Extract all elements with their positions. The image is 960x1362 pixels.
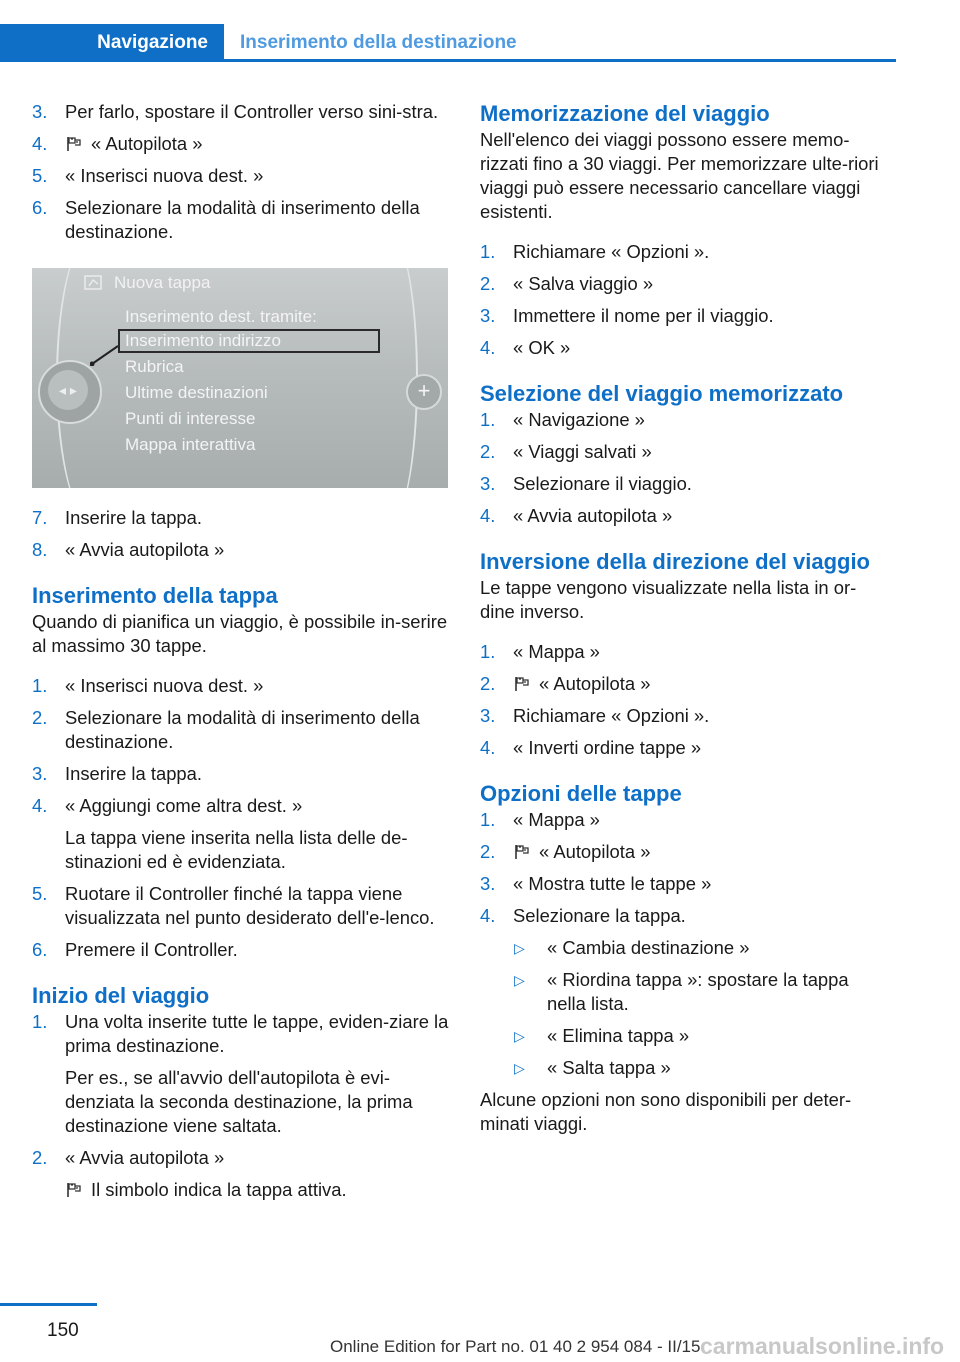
step-number: 1. xyxy=(480,409,496,430)
step-number: 8. xyxy=(32,539,48,560)
list-item xyxy=(32,100,452,124)
step-text: Selezionare la modalità di inserimento della destinazione. xyxy=(65,197,420,242)
right-column xyxy=(480,100,890,1136)
section-heading: Inversione della direzione del viaggio xyxy=(480,549,870,574)
step-number: 2. xyxy=(480,441,496,462)
list-item xyxy=(32,1010,452,1138)
list-item xyxy=(32,706,452,754)
step-text: « Avvia autopilota » xyxy=(65,539,225,560)
autopilot-flag-icon xyxy=(65,135,83,153)
section-tab[interactable] xyxy=(0,24,224,62)
bullet-item xyxy=(480,968,890,1016)
step-text: « Autopilota » xyxy=(91,133,203,154)
idrive-screen xyxy=(32,268,448,488)
screen-menu-heading: Inserimento dest. tramite: xyxy=(125,307,317,326)
list-item xyxy=(32,132,452,156)
step-text: « Inverti ordine tappe » xyxy=(513,737,702,758)
edition-text: Online Edition for Part no. 01 40 2 954 084 - II/15 xyxy=(330,1337,701,1356)
step-number: 3. xyxy=(480,305,496,326)
autopilot-flag-icon xyxy=(65,1181,83,1199)
step-number: 3. xyxy=(32,763,48,784)
bullet-item xyxy=(480,1056,890,1080)
plus-icon[interactable]: + xyxy=(406,374,442,410)
step-text: Premere il Controller. xyxy=(65,939,238,960)
step-note xyxy=(65,1178,452,1202)
section-heading: Inserimento della tappa xyxy=(32,583,278,608)
section-heading: Selezione del viaggio memorizzato xyxy=(480,381,844,406)
controller-arrows-icon: ◂ ▸ xyxy=(48,370,88,410)
section-heading: Opzioni delle tappe xyxy=(480,781,682,806)
list-item xyxy=(480,808,890,832)
autopilot-flag-icon xyxy=(513,843,531,861)
new-stage-icon xyxy=(84,274,104,292)
menu-item[interactable]: Inserimento indirizzo xyxy=(125,331,281,350)
menu-item[interactable]: Ultime destinazioni xyxy=(125,383,268,402)
step-text: « Autopilota » xyxy=(539,841,651,862)
list-item xyxy=(480,672,890,696)
step-number: 4. xyxy=(480,737,496,758)
step-text: « Aggiungi come altra dest. » xyxy=(65,795,303,816)
footer-divider xyxy=(0,1303,97,1306)
list-item xyxy=(480,472,890,496)
section-heading: Inizio del viaggio xyxy=(32,983,210,1008)
list-item xyxy=(32,674,452,698)
step-number: 2. xyxy=(480,673,496,694)
header-divider xyxy=(224,59,896,62)
menu-item[interactable]: Mappa interattiva xyxy=(125,435,256,454)
step-number: 2. xyxy=(480,273,496,294)
step-number: 1. xyxy=(32,675,48,696)
step-number: 1. xyxy=(480,241,496,262)
step-number: 3. xyxy=(32,101,48,122)
paragraph: Quando di pianifica un viaggio, è possibile in‐serire al massimo 30 tappe. xyxy=(32,611,448,656)
list-item xyxy=(480,440,890,464)
step-text: Selezionare la modalità di inserimento della destinazione. xyxy=(65,707,420,752)
triangle-bullet-icon: ▷ xyxy=(514,940,525,956)
list-item xyxy=(480,704,890,728)
screen-title xyxy=(84,271,210,295)
step-number: 3. xyxy=(480,473,496,494)
list-item xyxy=(480,736,890,760)
step-text: Richiamare « Opzioni ». xyxy=(513,705,710,726)
step-number: 4. xyxy=(480,337,496,358)
paragraph: Alcune opzioni non sono disponibili per deter‐minati viaggi. xyxy=(480,1089,852,1134)
list-item xyxy=(32,506,452,530)
list-item xyxy=(32,794,452,874)
step-text: « OK » xyxy=(513,337,571,358)
menu-item[interactable]: Rubrica xyxy=(125,357,184,376)
step-text: « Salva viaggio » xyxy=(513,273,654,294)
step-text: « Inserisci nuova dest. » xyxy=(65,675,264,696)
triangle-bullet-icon: ▷ xyxy=(514,1028,525,1044)
step-text: Richiamare « Opzioni ». xyxy=(513,241,710,262)
bullet-text: « Salta tappa » xyxy=(547,1057,671,1078)
triangle-bullet-icon: ▷ xyxy=(514,1060,525,1076)
page-number: 150 xyxy=(47,1320,79,1341)
list-item xyxy=(32,196,452,244)
step-text: « Avvia autopilota » xyxy=(65,1147,225,1168)
step-text: Inserire la tappa. xyxy=(65,763,202,784)
bullet-item xyxy=(480,1024,890,1048)
bullet-item xyxy=(480,936,890,960)
list-item xyxy=(480,272,890,296)
step-number: 1. xyxy=(480,809,496,830)
step-text: « Mappa » xyxy=(513,809,600,830)
step-number: 2. xyxy=(32,707,48,728)
list-item xyxy=(480,304,890,328)
list-item xyxy=(480,840,890,864)
autopilot-flag-icon xyxy=(513,675,531,693)
list-item xyxy=(480,408,890,432)
list-item xyxy=(480,904,890,928)
paragraph: Le tappe vengono visualizzate nella lista in or‐dine inverso. xyxy=(480,577,857,622)
step-text: « Avvia autopilota » xyxy=(513,505,673,526)
step-note-text: Il simbolo indica la tappa attiva. xyxy=(91,1179,347,1200)
subsection-tab[interactable] xyxy=(240,24,517,62)
section-tab-label: Navigazione xyxy=(97,32,208,53)
step-text: Selezionare la tappa. xyxy=(513,905,686,926)
watermark: carmanualsonline.info xyxy=(700,1333,945,1359)
list-item xyxy=(32,1146,452,1202)
step-note: La tappa viene inserita nella lista delle de‐stinazioni ed è evidenziata. xyxy=(65,827,408,872)
list-item xyxy=(480,504,890,528)
step-text: Inserire la tappa. xyxy=(65,507,202,528)
triangle-bullet-icon: ▷ xyxy=(514,972,525,988)
step-number: 4. xyxy=(480,505,496,526)
step-number: 4. xyxy=(32,133,48,154)
step-text: Selezionare il viaggio. xyxy=(513,473,692,494)
step-text: « Inserisci nuova dest. » xyxy=(65,165,264,186)
screen-title-text: Nuova tappa xyxy=(114,273,211,292)
step-number: 6. xyxy=(32,939,48,960)
section-heading: Memorizzazione del viaggio xyxy=(480,101,770,126)
step-text: « Viaggi salvati » xyxy=(513,441,652,462)
step-note: Per es., se all'avvio dell'autopilota è evi‐denziata la seconda destinazione, la prima destinazione viene saltata. xyxy=(65,1067,413,1136)
step-number: 4. xyxy=(32,795,48,816)
bullet-text: « Elimina tappa » xyxy=(547,1025,690,1046)
list-item xyxy=(32,882,452,930)
bullet-text: « Cambia destinazione » xyxy=(547,937,750,958)
list-item xyxy=(32,938,452,962)
step-text: « Navigazione » xyxy=(513,409,645,430)
step-number: 5. xyxy=(32,883,48,904)
step-text: « Mostra tutte le tappe » xyxy=(513,873,712,894)
step-number: 1. xyxy=(480,641,496,662)
menu-item[interactable]: Punti di interesse xyxy=(125,409,256,428)
step-number: 1. xyxy=(32,1011,48,1032)
list-item xyxy=(32,762,452,786)
step-number: 3. xyxy=(480,873,496,894)
step-number: 7. xyxy=(32,507,48,528)
list-item xyxy=(32,538,452,562)
step-number: 5. xyxy=(32,165,48,186)
list-item xyxy=(32,164,452,188)
bullet-text: « Riordina tappa »: spostare la tappa nella lista. xyxy=(547,969,849,1014)
page-header xyxy=(0,0,960,64)
list-item xyxy=(480,240,890,264)
step-number: 2. xyxy=(480,841,496,862)
screen-arc-right xyxy=(356,268,418,488)
subsection-tab-label: Inserimento della destinazione xyxy=(240,32,517,53)
pointer-line xyxy=(90,344,122,366)
step-number: 6. xyxy=(32,197,48,218)
list-item xyxy=(480,640,890,664)
step-number: 3. xyxy=(480,705,496,726)
step-number: 4. xyxy=(480,905,496,926)
step-text: Una volta inserite tutte le tappe, eviden‐ziare la prima destinazione. xyxy=(65,1011,449,1056)
step-text: Immettere il nome per il viaggio. xyxy=(513,305,774,326)
step-text: Per farlo, spostare il Controller verso sini‐stra. xyxy=(65,101,439,122)
step-text: Ruotare il Controller finché la tappa viene visualizzata nel punto desiderato dell'e‐lenco. xyxy=(65,883,435,928)
list-item xyxy=(480,872,890,896)
list-item xyxy=(480,336,890,360)
step-text: « Mappa » xyxy=(513,641,600,662)
step-text: « Autopilota » xyxy=(539,673,651,694)
left-column xyxy=(32,100,452,1210)
step-number: 2. xyxy=(32,1147,48,1168)
paragraph: Nell'elenco dei viaggi possono essere memo‐rizzati fino a 30 viaggi. Per memorizzare ulte‐riori viaggi può essere necessario cancellare viaggi esistenti. xyxy=(480,129,879,222)
